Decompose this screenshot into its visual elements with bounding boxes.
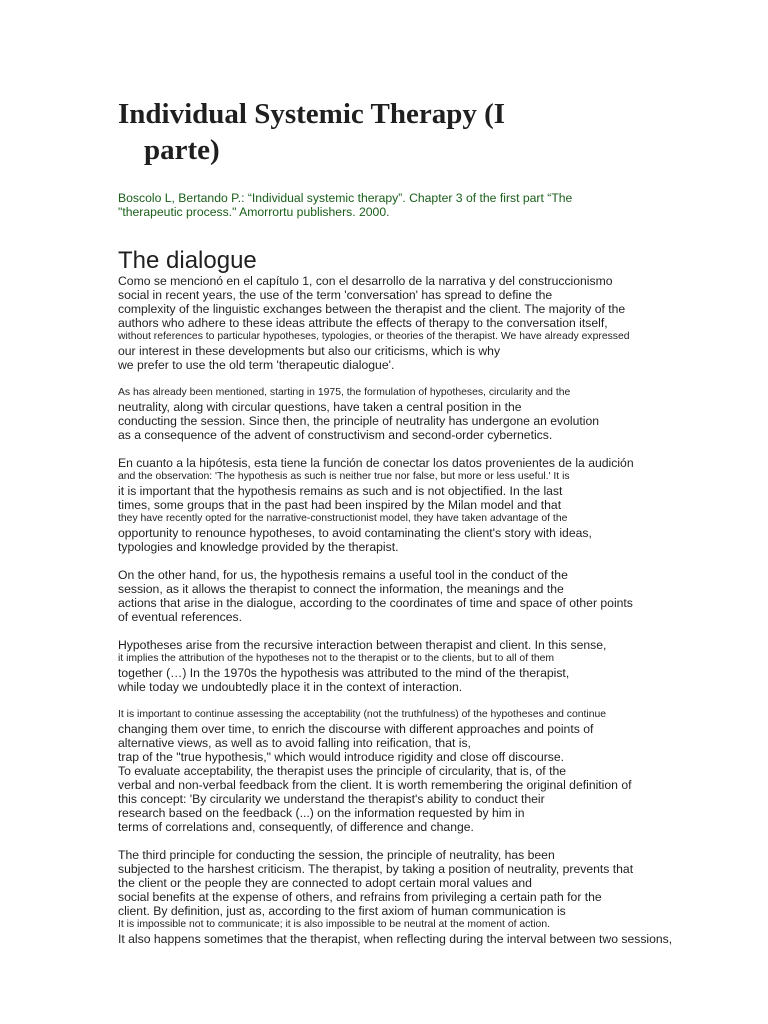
text-line: On the other hand, for us, the hypothesis remains a useful tool in the conduct of the bbox=[118, 568, 568, 582]
text-line: opportunity to renounce hypotheses, to avoid contaminating the client's story with ideas, bbox=[118, 526, 592, 540]
title-line-1: Individual Systemic Therapy (I bbox=[118, 98, 506, 130]
text-line: alternative views, as well as to avoid falling into reification, that is, bbox=[118, 736, 471, 750]
text-line: without references to particular hypotheses, typologies, or theories of the therapist. We have already expressed bbox=[118, 331, 630, 342]
text-line: conducting the session. Since then, the principle of neutrality has undergone an evolution bbox=[118, 414, 600, 428]
text-line: this concept: 'By circularity we understand the therapist's ability to conduct their bbox=[118, 792, 545, 806]
text-line: social benefits at the expense of others, and refrains from privileging a certain path for the bbox=[118, 890, 602, 904]
citation-line-1: Boscolo L, Bertando P.: “Individual systemic therapy”. Chapter 3 of the first part “The bbox=[118, 191, 573, 205]
text-line: It is impossible not to communicate; it is also impossible to be neutral at the moment of action. bbox=[118, 919, 550, 930]
title-line-2: parte) bbox=[144, 134, 220, 166]
paragraph bbox=[118, 568, 678, 624]
text-line: To evaluate acceptability, the therapist uses the principle of circularity, that is, of the bbox=[118, 764, 567, 778]
text-line: verbal and non-verbal feedback from the client. It is worth remembering the original definition of bbox=[118, 778, 632, 792]
text-line: and the observation: 'The hypothesis as such is neither true nor false, but more or less useful.' It is bbox=[118, 471, 570, 482]
text-line: trap of the "true hypothesis," which would introduce rigidity and close off discourse. bbox=[118, 750, 565, 764]
paragraph bbox=[118, 638, 678, 694]
text-line: It also happens sometimes that the therapist, when reflecting during the interval between two sessions, bbox=[118, 932, 673, 946]
text-line: It is important to continue assessing the acceptability (not the truthfulness) of the hypotheses and continue bbox=[118, 709, 607, 720]
text-line: the client or the people they are connected to adopt certain moral values and bbox=[118, 876, 532, 890]
body-text bbox=[118, 274, 678, 960]
text-line: together (…) In the 1970s the hypothesis was attributed to the mind of the therapist, bbox=[118, 666, 570, 680]
text-line: changing them over time, to enrich the discourse with different approaches and points of bbox=[118, 722, 594, 736]
text-line: it is important that the hypothesis remains as such and is not objectified. In the last bbox=[118, 484, 563, 498]
text-line: it implies the attribution of the hypotheses not to the therapist or to the clients, but to all of them bbox=[118, 653, 555, 664]
text-line: social in recent years, the use of the term 'conversation' has spread to define the bbox=[118, 288, 553, 302]
text-line: Como se mencionó en el capítulo 1, con el desarrollo de la narrativa y del construccionismo bbox=[118, 274, 613, 288]
citation bbox=[118, 191, 678, 219]
text-line: of eventual references. bbox=[118, 610, 242, 624]
text-line: actions that arise in the dialogue, according to the coordinates of time and space of other points bbox=[118, 596, 633, 610]
text-line: we prefer to use the old term 'therapeutic dialogue'. bbox=[118, 358, 395, 372]
text-line: our interest in these developments but also our criticisms, which is why bbox=[118, 344, 501, 358]
text-line: En cuanto a la hipótesis, esta tiene la función de conectar los datos provenientes de la audición bbox=[118, 456, 634, 470]
text-line: authors who adhere to these ideas attribute the effects of therapy to the conversation itself, bbox=[118, 316, 608, 330]
text-line: times, some groups that in the past had been inspired by the Milan model and that bbox=[118, 498, 562, 512]
page-title bbox=[118, 96, 588, 168]
section-title: The dialogue bbox=[118, 247, 257, 274]
text-line: terms of correlations and, consequently, of difference and change. bbox=[118, 820, 474, 834]
text-line: research based on the feedback (...) on the information requested by him in bbox=[118, 806, 525, 820]
text-line: Hypotheses arise from the recursive interaction between therapist and client. In this sense, bbox=[118, 638, 607, 652]
text-line: typologies and knowledge provided by the therapist. bbox=[118, 540, 399, 554]
text-line: session, as it allows the therapist to connect the information, the meanings and the bbox=[118, 582, 564, 596]
text-line: subjected to the harshest criticism. The therapist, by taking a position of neutrality, prevents that bbox=[118, 862, 634, 876]
text-line: while today we undoubtedly place it in the context of interaction. bbox=[118, 680, 463, 694]
paragraph bbox=[118, 848, 678, 946]
text-line: neutrality, along with circular questions, have taken a central position in the bbox=[118, 400, 522, 414]
text-line: they have recently opted for the narrative-constructionist model, they have taken advantage of the bbox=[118, 513, 568, 524]
text-line: as a consequence of the advent of constructivism and second-order cybernetics. bbox=[118, 428, 553, 442]
paragraph bbox=[118, 274, 678, 372]
text-line: complexity of the linguistic exchanges between the therapist and the client. The majority of the bbox=[118, 302, 626, 316]
paragraph bbox=[118, 456, 678, 554]
paragraph bbox=[118, 386, 678, 442]
citation-line-2: "therapeutic process." Amorrortu publishers. 2000. bbox=[118, 205, 390, 219]
text-line: client. By definition, just as, according to the first axiom of human communication is bbox=[118, 904, 566, 918]
paragraph bbox=[118, 708, 678, 834]
text-line: The third principle for conducting the session, the principle of neutrality, has been bbox=[118, 848, 555, 862]
text-line: As has already been mentioned, starting in 1975, the formulation of hypotheses, circularity and the bbox=[118, 387, 571, 398]
